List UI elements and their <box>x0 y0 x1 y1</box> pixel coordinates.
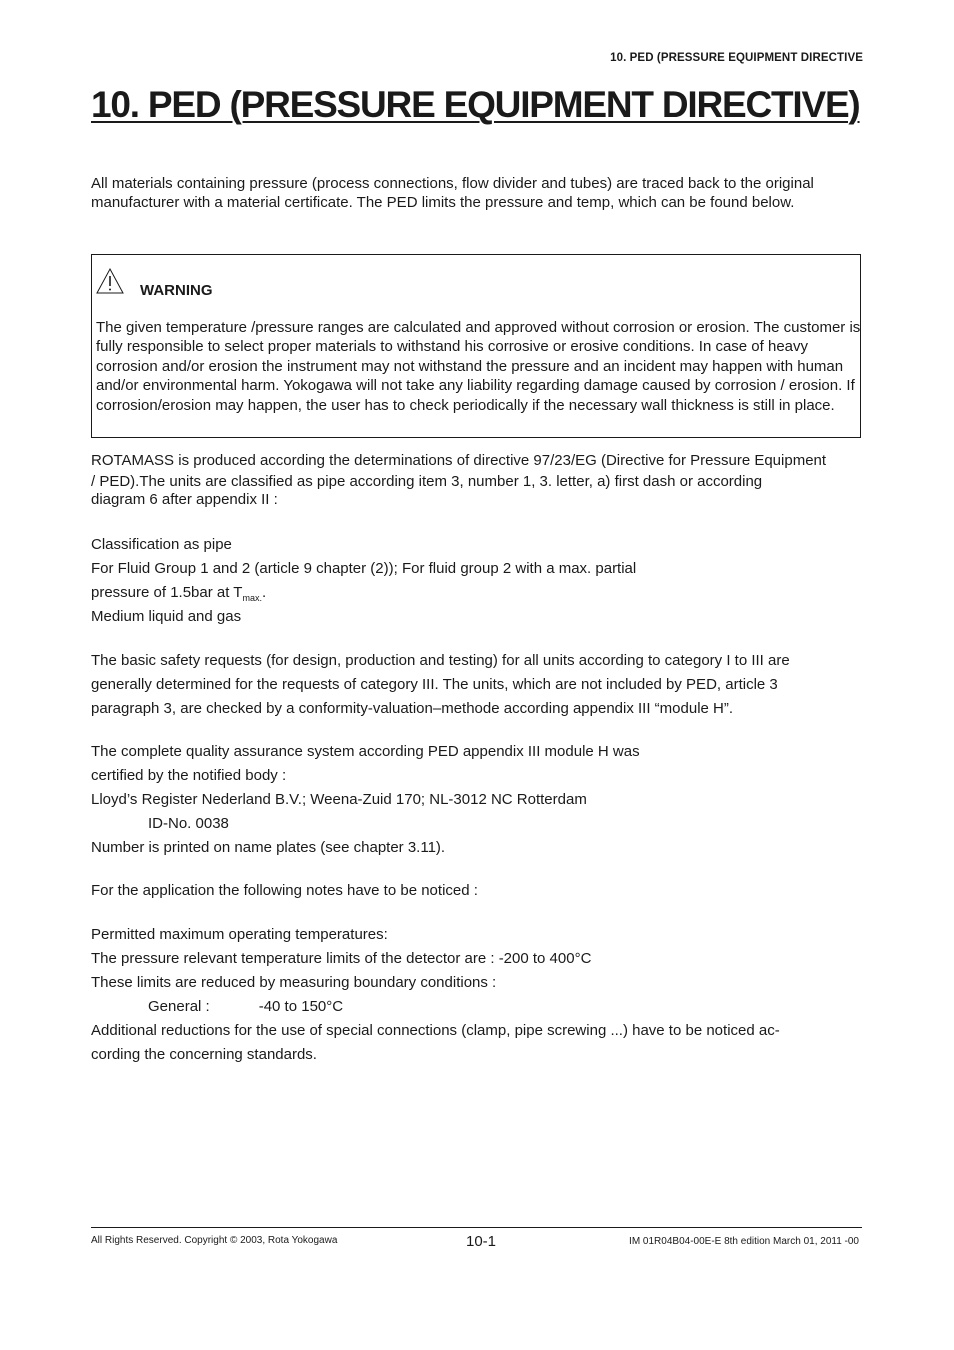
temps-line-3: These limits are reduced by measuring boundary conditions : <box>91 974 497 991</box>
footer-divider <box>91 1227 862 1228</box>
quality-line-1: The complete quality assurance system according PED appendix III module H was <box>91 743 640 760</box>
classification-section <box>91 533 866 629</box>
directive-line-1: ROTAMASS is produced according the determinations of directive 97/23/EG (Directive for Pressure Equipment <box>91 452 827 469</box>
quality-line-3: Lloyd’s Register Nederland B.V.; Weena-Zuid 170; NL-3012 NC Rotterdam <box>91 791 587 808</box>
intro-paragraph: All materials containing pressure (process connections, flow divider and tubes) are traced back to the original manufacturer with a material certificate. The PED limits the pressure and temp, which can be found below. <box>91 175 814 212</box>
tmax-prefix: pressure of 1.5bar at T <box>91 584 243 601</box>
classification-line-3 <box>91 581 866 605</box>
temps-line-5: Additional reductions for the use of special connections (clamp, pipe screwing ...) have to be noticed ac- <box>91 1022 780 1039</box>
general-value: -40 to 150°C <box>258 998 344 1015</box>
quality-line-2: certified by the notified body : <box>91 767 287 784</box>
quality-paragraph <box>91 740 866 860</box>
classification-line-4: Medium liquid and gas <box>91 608 242 625</box>
directive-line-2: / PED).The units are classified as pipe according item 3, number 1, 3. letter, a) first dash or according <box>91 473 763 490</box>
footer-copyright: All Rights Reserved. Copyright © 2003, Rota Yokogawa <box>91 1235 338 1246</box>
notes-line-1: For the application the following notes have to be noticed : <box>91 882 478 899</box>
safety-line-3: paragraph 3, are checked by a conformity-valuation–methode according appendix III “module H”. <box>91 700 734 717</box>
notes-paragraph <box>91 879 866 903</box>
classification-line-1: Classification as pipe <box>91 536 232 553</box>
directive-line-3: diagram 6 after appendix II : <box>91 491 278 508</box>
temps-line-2: The pressure relevant temperature limits of the detector are : -200 to 400°C <box>91 950 592 967</box>
safety-line-2: generally determined for the requests of category III. The units, which are not included by PED, article 3 <box>91 676 778 693</box>
running-header: 10. PED (PRESSURE EQUIPMENT DIRECTIVE <box>610 52 863 64</box>
notified-body-id: ID-No. 0038 <box>148 815 229 832</box>
classification-line-2: For Fluid Group 1 and 2 (article 9 chapter (2)); For fluid group 2 with a max. partial <box>91 560 637 577</box>
footer-doc-info: IM 01R04B04-00E-E 8th edition March 01, 2011 -00 <box>629 1236 859 1247</box>
temps-line-6: cording the concerning standards. <box>91 1046 317 1063</box>
warning-label: WARNING <box>140 282 213 299</box>
temps-line-1: Permitted maximum operating temperatures: <box>91 926 388 943</box>
warning-box <box>91 254 861 438</box>
general-limit-line <box>91 995 866 1019</box>
safety-line-1: The basic safety requests (for design, production and testing) for all units according to category I to III are <box>91 652 790 669</box>
footer-page-number: 10-1 <box>466 1233 497 1250</box>
warning-triangle-icon <box>96 267 124 295</box>
tmax-suffix: . <box>262 584 267 601</box>
quality-line-5: Number is printed on name plates (see chapter 3.11). <box>91 839 446 856</box>
general-label: General : <box>148 998 210 1015</box>
warning-text: The given temperature /pressure ranges are calculated and approved without corrosion or erosion. The customer is fully responsible to select proper materials to withstand his corrosive or erosive conditions. In case of heavy corrosion and/or erosion the instrument may not withstand the pressure and an incident may happen with human and/or environmental harm. Yokogawa will not take any liability regarding damage caused by corrosion / erosion. If corrosion/erosion may happen, the user has to check periodically if the necessary wall thickness is still in place. <box>96 319 861 414</box>
tmax-subscript: max. <box>242 593 262 603</box>
temperatures-section <box>91 923 866 1067</box>
safety-paragraph <box>91 649 866 721</box>
page-title: 10. PED (PRESSURE EQUIPMENT DIRECTIVE) <box>91 84 860 125</box>
directive-paragraph <box>91 449 866 509</box>
